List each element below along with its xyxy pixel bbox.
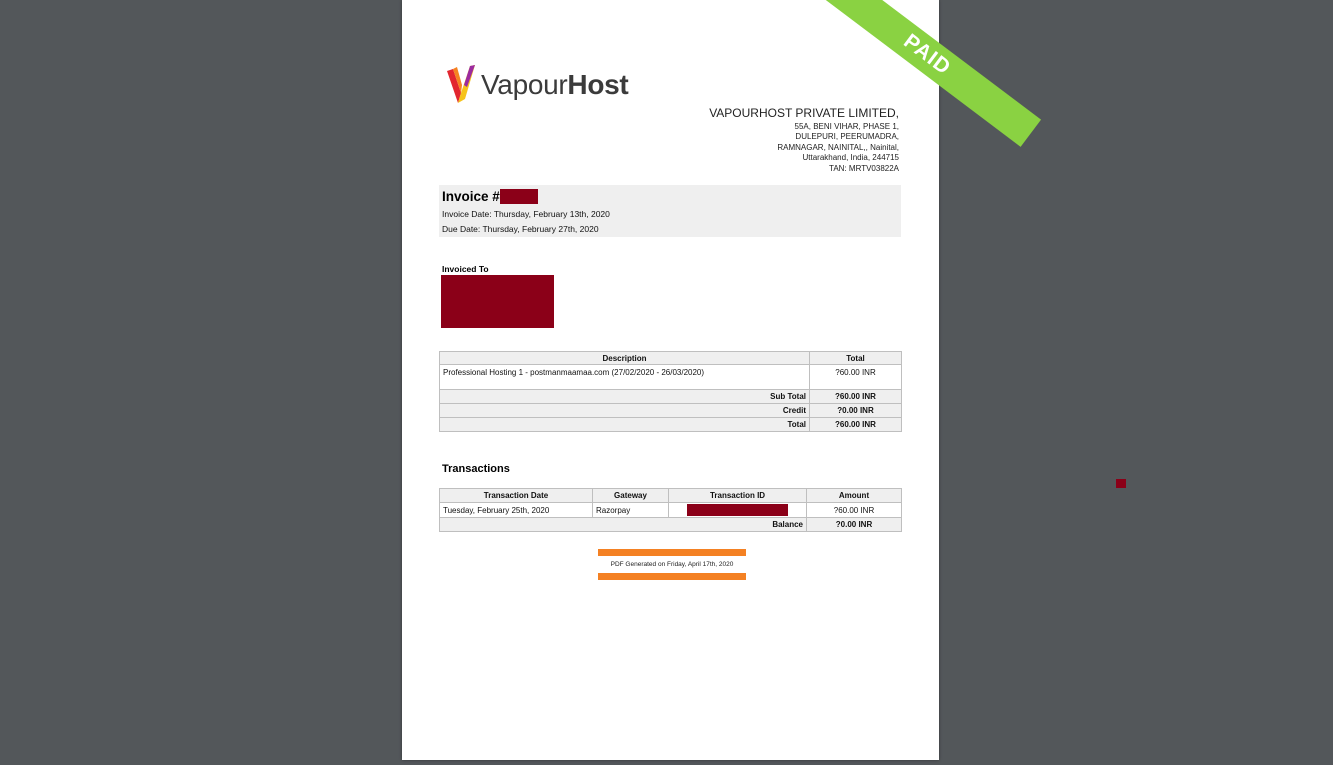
footer-bar-top (598, 549, 746, 556)
credit-value: ?0.00 INR (810, 404, 902, 418)
item-total: ?60.00 INR (810, 365, 902, 390)
total-row (440, 418, 902, 432)
transaction-gateway: Razorpay (593, 503, 669, 518)
vapourhost-logo-icon (445, 63, 477, 107)
logo-wordmark: VapourHost (481, 69, 629, 100)
footer-bar-bottom (598, 573, 746, 580)
address-line: DULEPURI, PEERUMADRA, (795, 132, 899, 142)
address-line: 55A, BENI VIHAR, PHASE 1, (794, 122, 899, 131)
total-value: ?60.00 INR (810, 418, 902, 432)
transactions-table (439, 488, 902, 532)
vapourhost-logo (445, 62, 628, 108)
total-header: Total (810, 352, 902, 365)
invoiced-to-label: Invoiced To (442, 264, 489, 274)
balance-value: ?0.00 INR (807, 518, 902, 532)
redacted-transaction-id (687, 504, 788, 516)
redacted-client-address (441, 275, 554, 328)
balance-row (440, 518, 902, 532)
transaction-id-cell (669, 503, 807, 518)
invoice-header-box (439, 185, 901, 237)
transaction-id-header: Transaction ID (669, 489, 807, 503)
transaction-date: Tuesday, February 25th, 2020 (440, 503, 593, 518)
table-row (440, 503, 902, 518)
table-row (440, 365, 902, 390)
item-description: Professional Hosting 1 - postmanmaamaa.com (27/02/2020 - 26/03/2020) (440, 365, 810, 390)
amount-header: Amount (807, 489, 902, 503)
table-header-row (440, 352, 902, 365)
transaction-amount: ?60.00 INR (807, 503, 902, 518)
address-line: Uttarakhand, India, 244715 (802, 153, 899, 163)
credit-row (440, 404, 902, 418)
pdf-generated-note: PDF Generated on Friday, April 17th, 2020 (610, 561, 734, 568)
credit-label: Credit (440, 404, 810, 418)
due-date: Due Date: Thursday, February 27th, 2020 (442, 224, 599, 234)
paid-ribbon: PAID (813, 0, 1041, 147)
invoice-date: Invoice Date: Thursday, February 13th, 2020 (442, 209, 610, 219)
subtotal-label: Sub Total (440, 390, 810, 404)
description-header: Description (440, 352, 810, 365)
invoice-items-table (439, 351, 902, 432)
redaction-mark (1116, 479, 1126, 488)
redacted-invoice-number (500, 189, 538, 204)
invoice-title: Invoice # (442, 189, 538, 204)
invoice-page (402, 0, 956, 760)
transactions-title: Transactions (442, 463, 510, 475)
table-header-row (440, 489, 902, 503)
address-line: RAMNAGAR, NAINITAL,, Nainital, (777, 142, 899, 152)
subtotal-row (440, 390, 902, 404)
gateway-header: Gateway (593, 489, 669, 503)
company-name: VAPOURHOST PRIVATE LIMITED, (709, 106, 899, 120)
subtotal-value: ?60.00 INR (810, 390, 902, 404)
company-address-block (709, 106, 899, 174)
total-label: Total (440, 418, 810, 432)
balance-label: Balance (440, 518, 807, 532)
tan-number: TAN: MRTV03822A (829, 163, 899, 173)
transaction-date-header: Transaction Date (440, 489, 593, 503)
